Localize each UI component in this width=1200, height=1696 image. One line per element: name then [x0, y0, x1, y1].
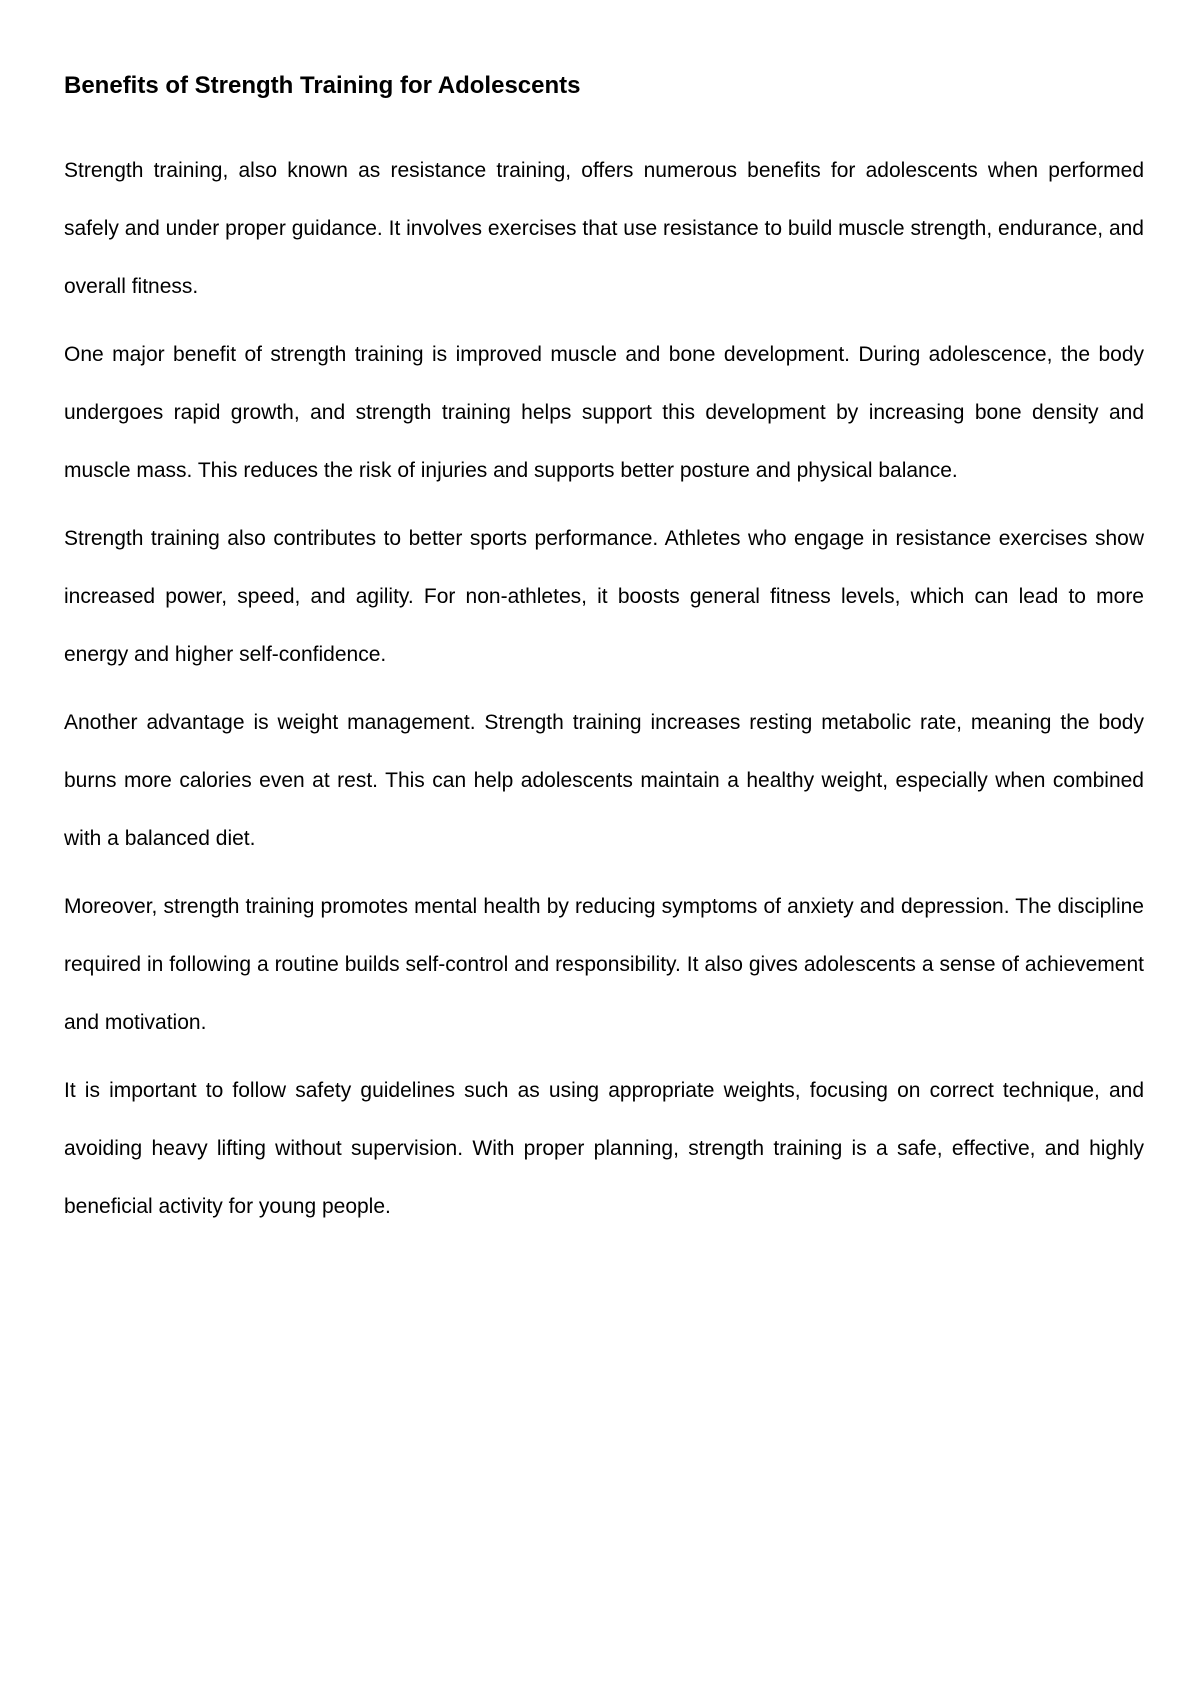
document-title: Benefits of Strength Training for Adolescents — [64, 72, 581, 99]
paragraph-mental-health: Moreover, strength training promotes mental health by reducing symptoms of anxiety and depression. The discipline required in following a routine builds self-control and responsibility. It also gives adolescents a sense of achievement and motivation. — [64, 895, 1144, 1034]
paragraph-safety: It is important to follow safety guidelines such as using appropriate weights, focusing on correct technique, and avoiding heavy lifting without supervision. With proper planning, strength training is a safe, effective, and highly beneficial activity for young people. — [64, 1079, 1144, 1218]
document-body — [64, 66, 1144, 1246]
paragraph-intro: Strength training, also known as resistance training, offers numerous benefits for adolescents when performed safely and under proper guidance. It involves exercises that use resistance to build muscle strength, endurance, and overall fitness. — [64, 159, 1144, 298]
paragraph-muscle-bone: One major benefit of strength training is improved muscle and bone development. During adolescence, the body undergoes rapid growth, and strength training helps support this development by increasing bone density and muscle mass. This reduces the risk of injuries and supports better posture and physical balance. — [64, 343, 1144, 482]
paragraph-weight-management: Another advantage is weight management. Strength training increases resting metabolic rate, meaning the body burns more calories even at rest. This can help adolescents maintain a healthy weight, especially when combined with a balanced diet. — [64, 711, 1144, 850]
paragraph-sports-performance: Strength training also contributes to better sports performance. Athletes who engage in resistance exercises show increased power, speed, and agility. For non-athletes, it boosts general fitness levels, which can lead to more energy and higher self-confidence. — [64, 527, 1144, 666]
